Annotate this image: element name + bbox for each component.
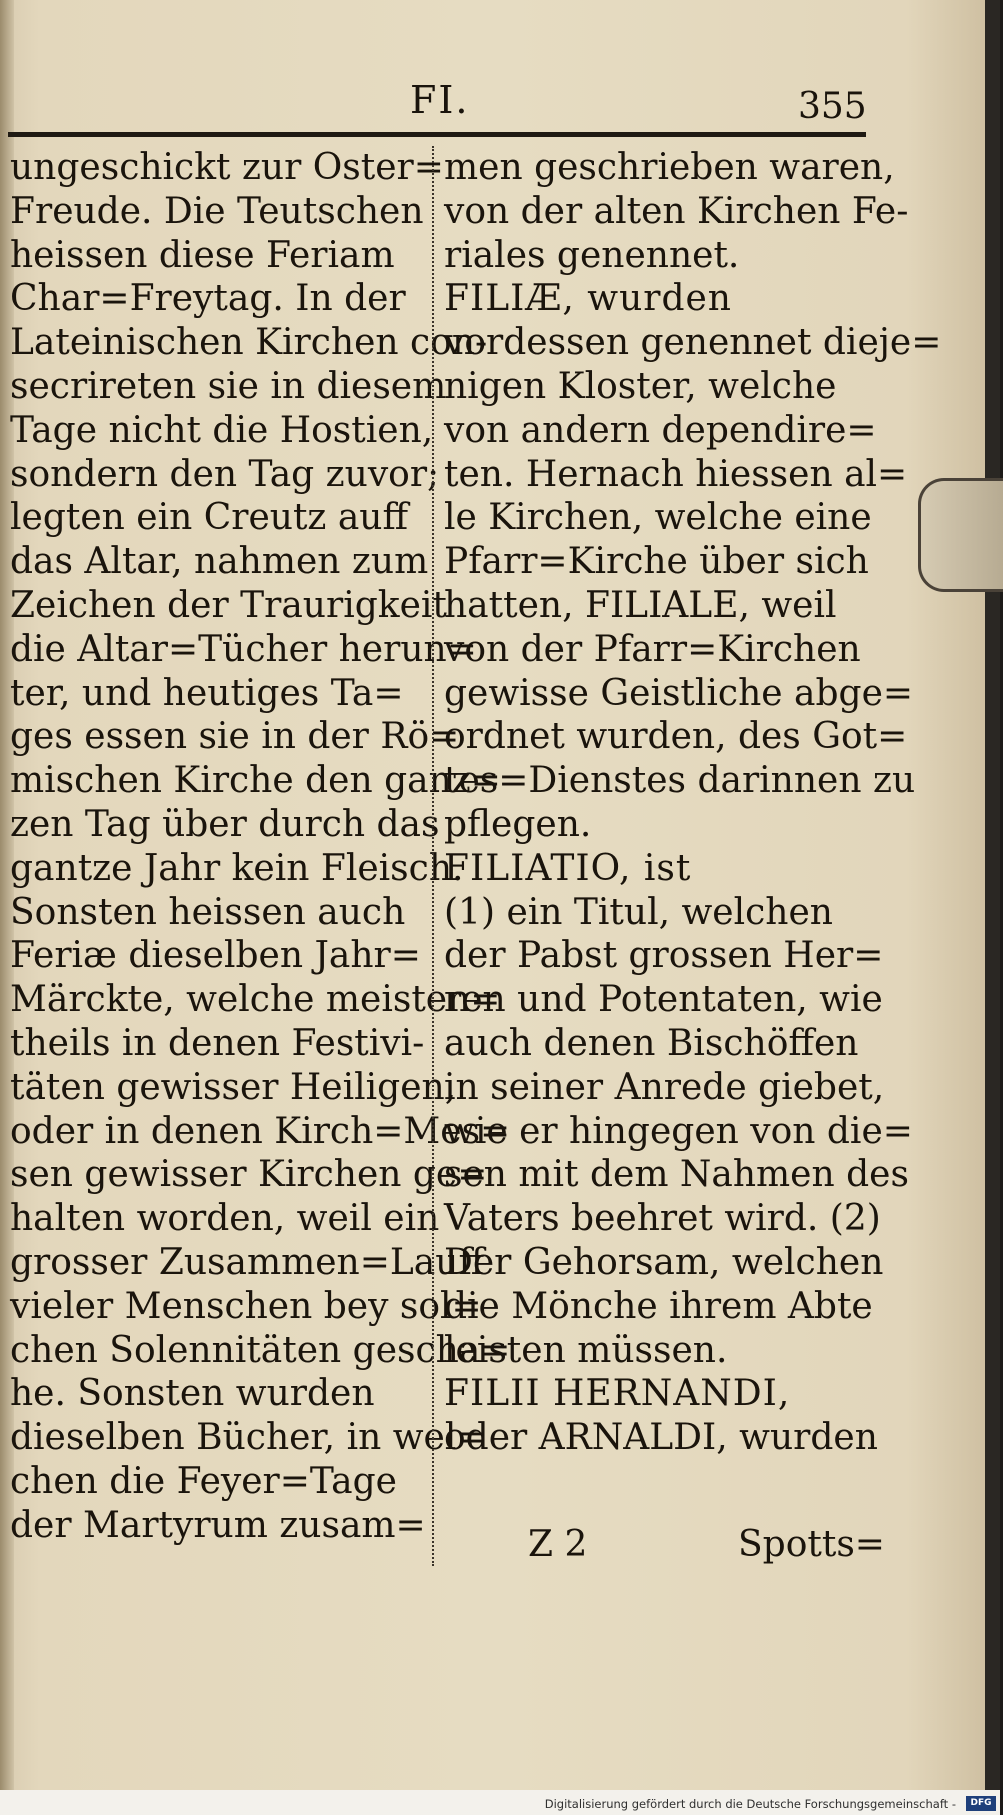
text-line: he. Sonsten wurden	[10, 1373, 375, 1415]
text-line: heissen diese Feriam	[10, 234, 395, 276]
text-line: von andern dependire=	[444, 409, 877, 451]
entry-heading-filii: FILII HERNANDI,	[444, 1373, 791, 1415]
text-line: secrireten sie in diesem	[10, 365, 447, 407]
text-line: von der Pfarr=Kirchen	[444, 628, 861, 670]
text-line: vordessen genennet dieje=	[444, 322, 942, 364]
text-line: hatten, FILIALE, weil	[444, 584, 837, 626]
text-line: vieler Menschen bey sol=	[10, 1285, 482, 1327]
text-line: wie er hingegen von die=	[444, 1110, 913, 1152]
text-line: gantze Jahr kein Fleisch.	[10, 847, 464, 889]
text-line: theils in denen Festivi-	[10, 1022, 425, 1064]
page-number: 355	[798, 86, 867, 127]
text-line: oder ARNALDI, wurden	[444, 1417, 878, 1459]
text-line: von der alten Kirchen Fe-	[444, 190, 909, 232]
text-line: ordnet wurden, des Got=	[444, 716, 908, 758]
text-line: Vaters beehret wird. (2)	[444, 1198, 881, 1240]
catchword: Spotts=	[738, 1524, 885, 1565]
text-line: Sonsten heissen auch	[10, 891, 406, 933]
digitization-credit: Digitalisierung gefördert durch die Deutsche Forschungsgemeinschaft -	[544, 1797, 956, 1811]
text-line: Feriæ dieselben Jahr=	[10, 935, 421, 977]
text-line: Char=Freytag. In der	[10, 278, 406, 320]
dfg-logo: DFG	[966, 1796, 996, 1811]
text-line: Märckte, welche meisten=	[10, 979, 501, 1021]
text-line: halten worden, weil ein	[10, 1198, 440, 1240]
text-line: Pfarr=Kirche über sich	[444, 541, 869, 583]
text-line: leisten müssen.	[444, 1329, 728, 1371]
text-line: in seiner Anrede giebet,	[444, 1066, 885, 1108]
text-line: Lateinischen Kirchen con-	[10, 322, 488, 364]
text-line: dieselben Bücher, in wel=	[10, 1417, 487, 1459]
text-line: auch denen Bischöffen	[444, 1022, 859, 1064]
text-line: Der Gehorsam, welchen	[444, 1241, 884, 1283]
text-line: täten gewisser Heiligen,	[10, 1066, 457, 1108]
text-line: nigen Kloster, welche	[444, 365, 837, 407]
signature-mark: Z 2	[528, 1524, 588, 1565]
text-line: Zeichen der Traurigkeit	[10, 584, 447, 626]
text-line: Tage nicht die Hostien,	[10, 409, 434, 451]
text-line: ges essen sie in der Rö=	[10, 716, 460, 758]
left-column	[10, 146, 511, 1548]
text-line: ter, und heutiges Ta=	[10, 672, 404, 714]
text-line: ten. Hernach hiessen al=	[444, 453, 908, 495]
text-line: gewisse Geistliche abge=	[444, 672, 914, 714]
text-line: zen Tag über durch das	[10, 803, 440, 845]
text-line: mischen Kirche den ganz=	[10, 760, 501, 802]
text-line: men geschrieben waren,	[444, 147, 895, 188]
page-tab	[918, 478, 1003, 592]
text-line: der Martyrum zusam=	[10, 1504, 426, 1546]
text-line: Freude. Die Teutschen	[10, 190, 424, 232]
text-line: tes=Dienstes darinnen zu	[444, 760, 916, 802]
running-head: FI.	[410, 78, 470, 122]
text-line: sen gewisser Kirchen ge=	[10, 1154, 488, 1196]
text-line: pflegen.	[444, 803, 592, 845]
text-line: ren und Potentaten, wie	[444, 979, 883, 1021]
text-line: die Mönche ihrem Abte	[444, 1285, 873, 1327]
text-line: chen die Feyer=Tage	[10, 1460, 397, 1502]
right-column	[444, 146, 942, 1460]
text-line: legten ein Creutz auff	[10, 497, 409, 539]
text-line: (1) ein Titul, welchen	[444, 891, 833, 933]
text-line: das Altar, nahmen zum	[10, 541, 429, 583]
text-line: der Pabst grossen Her=	[444, 935, 884, 977]
text-line: grosser Zusammen=Lauff	[10, 1241, 485, 1283]
header-rule	[8, 132, 866, 137]
entry-heading-filiatio: FILIATIO, ist	[444, 847, 692, 889]
text-line: riales genennet.	[444, 234, 740, 276]
entry-heading-filiae: FILIÆ, wurden	[444, 278, 732, 320]
text-line: le Kirchen, welche eine	[444, 497, 872, 539]
column-divider	[432, 146, 436, 1566]
text-line: oder in denen Kirch=Mes=	[10, 1110, 511, 1152]
text-line: sondern den Tag zuvor;	[10, 453, 440, 495]
text-line: sen mit dem Nahmen des	[444, 1154, 909, 1196]
scan-background	[985, 0, 1000, 1790]
text-line: ungeschickt zur Oster=	[10, 147, 444, 188]
text-line: die Altar=Tücher herun=	[10, 628, 477, 670]
text-line: chen Solennitäten gescha=	[10, 1329, 511, 1371]
